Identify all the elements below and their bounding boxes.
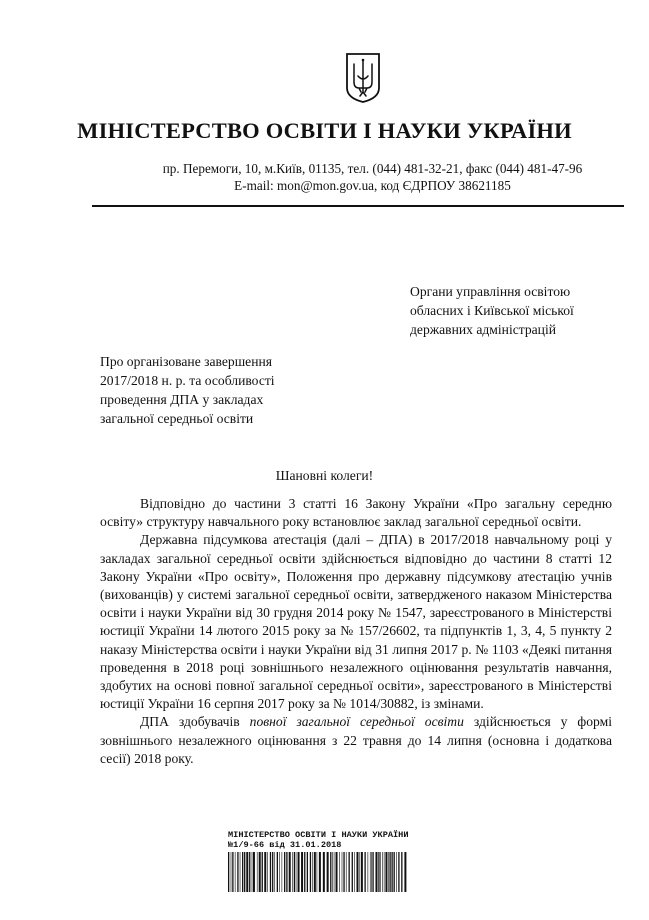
barcode-bar <box>246 852 248 892</box>
barcode-bar <box>389 852 390 892</box>
barcode-bar <box>359 852 360 892</box>
barcode-bar <box>404 852 406 892</box>
barcode-bar <box>336 852 338 892</box>
barcode-bar <box>264 852 266 892</box>
barcode-bar <box>262 852 263 892</box>
barcode-bar <box>244 852 245 892</box>
barcode-bar <box>298 852 300 892</box>
barcode-bar <box>307 852 308 892</box>
barcode-bar <box>289 852 291 892</box>
barcode-bar <box>384 852 385 892</box>
barcode-bar <box>253 852 255 892</box>
barcode-bar <box>231 852 232 892</box>
stamp-ministry: МІНІСТЕРСТВО ОСВІТИ І НАУКИ УКРАЇНИ <box>228 830 409 840</box>
barcode-bar <box>228 852 229 892</box>
barcode-bar <box>294 852 295 892</box>
barcode-bar <box>349 852 350 892</box>
barcode-bar <box>301 852 303 892</box>
barcode-bar <box>391 852 392 892</box>
barcode-bar <box>372 852 373 892</box>
barcode-bar <box>314 852 316 892</box>
barcode-bar <box>296 852 297 892</box>
barcode-bar <box>274 852 275 892</box>
barcode-bar <box>352 852 353 892</box>
barcode-bar <box>312 852 313 892</box>
barcode-bar <box>235 852 236 892</box>
barcode-bar <box>259 852 261 892</box>
barcode-bar <box>279 852 280 892</box>
barcode-bar <box>394 852 395 892</box>
barcode-icon <box>228 852 408 892</box>
barcode-bar <box>401 852 402 892</box>
barcode-bar <box>240 852 241 892</box>
barcode-bar <box>388 852 389 892</box>
barcode-bar <box>370 852 371 892</box>
barcode-bar <box>332 852 333 892</box>
subject-line: 2017/2018 н. р. та особливості <box>100 373 275 388</box>
barcode-bar <box>286 852 287 892</box>
letter-body <box>100 495 612 768</box>
barcode-bar <box>310 852 311 892</box>
barcode-bar <box>361 852 363 892</box>
barcode-bar <box>304 852 305 892</box>
address-line: пр. Перемоги, 10, м.Київ, 01135, тел. (044) 481-32-21, факс (044) 481-47-96 <box>162 161 583 176</box>
barcode-bar <box>396 852 397 892</box>
email-line: E-mail: mon@mon.gov.ua, код ЄДРПОУ 38621185 <box>234 178 511 193</box>
barcode-bar <box>327 852 329 892</box>
barcode-bar <box>346 852 347 892</box>
barcode-bar <box>232 852 233 892</box>
barcode-bar <box>378 852 379 892</box>
barcode-bar <box>375 852 377 892</box>
body-paragraph-1: Відповідно до частини 3 статті 16 Закону України «Про загальну середню освіту» структуру навчального року встановлює заклад загальної середньої освіти. <box>100 496 612 530</box>
barcode-bar <box>270 852 271 892</box>
p3-start: ДПА здобувачів <box>140 714 250 730</box>
subject-line: проведення ДПА у закладах <box>100 392 264 407</box>
addressee-block <box>410 282 610 339</box>
barcode-bar <box>282 852 283 892</box>
header-divider <box>92 205 624 207</box>
barcode-bar <box>334 852 335 892</box>
barcode-bar <box>323 852 325 892</box>
barcode-bar <box>237 852 238 892</box>
barcode-bar <box>398 852 399 892</box>
barcode-bar <box>342 852 343 892</box>
barcode-bar <box>343 852 344 892</box>
subject-line: загальної середньої освіти <box>100 411 254 426</box>
barcode-bar <box>284 852 285 892</box>
barcode-bar <box>356 852 358 892</box>
addressee-line: Органи управління освітою <box>410 284 571 299</box>
trident-coat-of-arms-icon <box>345 52 381 104</box>
barcode-bar <box>317 852 318 892</box>
barcode-bar <box>252 852 253 892</box>
barcode-bar <box>330 852 331 892</box>
stamp-number: №1/9-66 від 31.01.2018 <box>228 840 342 850</box>
barcode-bar <box>249 852 250 892</box>
barcode-bar <box>380 852 381 892</box>
barcode-bar <box>319 852 321 892</box>
subject-line: Про організоване завершення <box>100 354 273 369</box>
contact-block <box>150 160 595 194</box>
barcode-bar <box>371 852 372 892</box>
barcode-bar <box>382 852 383 892</box>
barcode-bar <box>267 852 268 892</box>
barcode-bar <box>339 852 340 892</box>
body-paragraph-3 <box>100 713 612 768</box>
barcode-bar <box>242 852 243 892</box>
barcode-bar <box>368 852 369 892</box>
ministry-title: МІНІСТЕРСТВО ОСВІТИ І НАУКИ УКРАЇНИ <box>77 118 572 143</box>
barcode-bar <box>272 852 273 892</box>
registration-stamp <box>228 830 409 850</box>
p3-end: здійснюється у формі зовнішнього незалежного оцінювання з 22 травня до 14 липня (основна і додаткова сесії) 2018 року. <box>100 714 613 766</box>
barcode-bar <box>277 852 278 892</box>
barcode-bar <box>385 852 387 892</box>
subject-block <box>100 352 340 428</box>
barcode-bar <box>257 852 258 892</box>
p3-italic: повної загальної середньої освіти <box>249 714 464 730</box>
salutation: Шановні колеги! <box>275 468 374 483</box>
barcode-bar <box>364 852 365 892</box>
body-paragraph-2: Державна підсумкова атестація (далі – ДПА) в 2017/2018 навчальному році у закладах загальної середньої освіти здійснюється відповідно до частини 8 статті 12 Закону України «Про освіту», Положення про державну підсумкову атестацію учнів (вихованців) у системі загальної середньої освіти, затвердженого наказом Міністерства освіти і науки України від 30 грудня 2014 року № 1547, зареєстрованого в Міністерстві юстиції України 14 лютого 2015 року за № 157/26602, та підпунктів 1, 3, 4, 5 пункту 2 наказу Міністерства освіти і науки України від 31 липня 2017 р. № 1103 «Деякі питання проведення в 2018 році зовнішнього незалежного оцінювання результатів навчання, здобутих на основі повної загальної середньої освіти», зареєстрованого в Міністерстві юстиції України 16 серпня 2017 року за № 1014/30882, із змінами. <box>100 532 612 712</box>
addressee-line: державних адміністрацій <box>410 322 557 337</box>
barcode-bar <box>292 852 293 892</box>
barcode-bar <box>354 852 355 892</box>
addressee-line: обласних і Київської міської <box>410 303 574 318</box>
